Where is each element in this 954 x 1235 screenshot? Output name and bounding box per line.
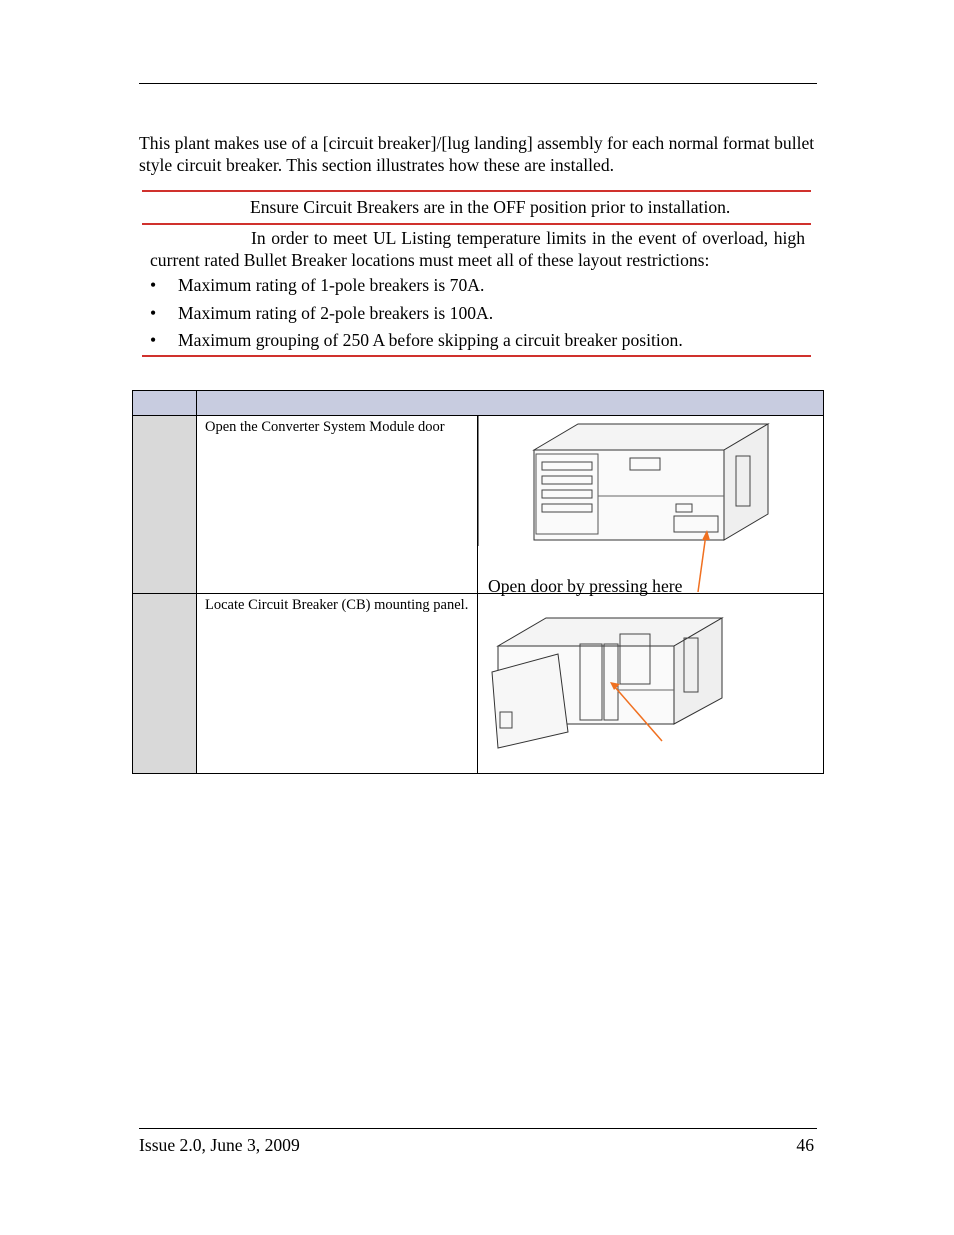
bullet-item bbox=[150, 275, 484, 296]
table-header-row bbox=[133, 391, 824, 416]
header-rule bbox=[139, 83, 817, 84]
footer-issue: Issue 2.0, June 3, 2009 bbox=[139, 1135, 300, 1155]
bullet-text: Maximum rating of 1-pole breakers is 70A. bbox=[178, 275, 485, 295]
bullet-text: Maximum rating of 2-pole breakers is 100A. bbox=[178, 303, 494, 323]
bullet-icon: • bbox=[150, 330, 157, 350]
header-cell-action bbox=[197, 391, 824, 416]
caution-text: Ensure Circuit Breakers are in the OFF position prior to installation. bbox=[250, 197, 731, 217]
step-description: Locate Circuit Breaker (CB) mounting panel. bbox=[197, 594, 478, 774]
cb-mounting-panel-image bbox=[478, 594, 824, 772]
steps-table bbox=[132, 390, 824, 774]
step-number-cell bbox=[133, 594, 197, 774]
image-caption: Open door by pressing here bbox=[488, 576, 683, 596]
header-cell-step bbox=[133, 391, 197, 416]
intro-paragraph: This plant makes use of a [circuit breaker]/[lug landing] assembly for each normal format bullet style circuit breaker. This section illustrates how these are installed. bbox=[139, 133, 815, 175]
warning-text: In order to meet UL Listing temperature limits in the event of overload, high current rated Bullet Breaker locations must meet all of these layout restrictions: bbox=[150, 228, 805, 270]
bullet-icon: • bbox=[150, 275, 157, 295]
bullet-item bbox=[150, 303, 493, 324]
bullet-item bbox=[150, 330, 683, 351]
bullet-text: Maximum grouping of 250 A before skipping a circuit breaker position. bbox=[178, 330, 683, 350]
caution-top-rule bbox=[142, 190, 811, 192]
caution-bottom-rule bbox=[142, 223, 811, 225]
table-row bbox=[133, 416, 824, 594]
step-number-cell bbox=[133, 416, 197, 594]
warning-bottom-rule bbox=[142, 355, 811, 357]
step-image-cell bbox=[478, 416, 824, 594]
step-description: Open the Converter System Module door bbox=[197, 416, 478, 594]
footer-rule bbox=[139, 1128, 817, 1129]
table-row bbox=[133, 594, 824, 774]
bullet-icon: • bbox=[150, 303, 157, 323]
page-number: 46 bbox=[796, 1135, 814, 1155]
step-image-cell bbox=[478, 594, 824, 774]
converter-module-closed-image bbox=[478, 416, 824, 592]
